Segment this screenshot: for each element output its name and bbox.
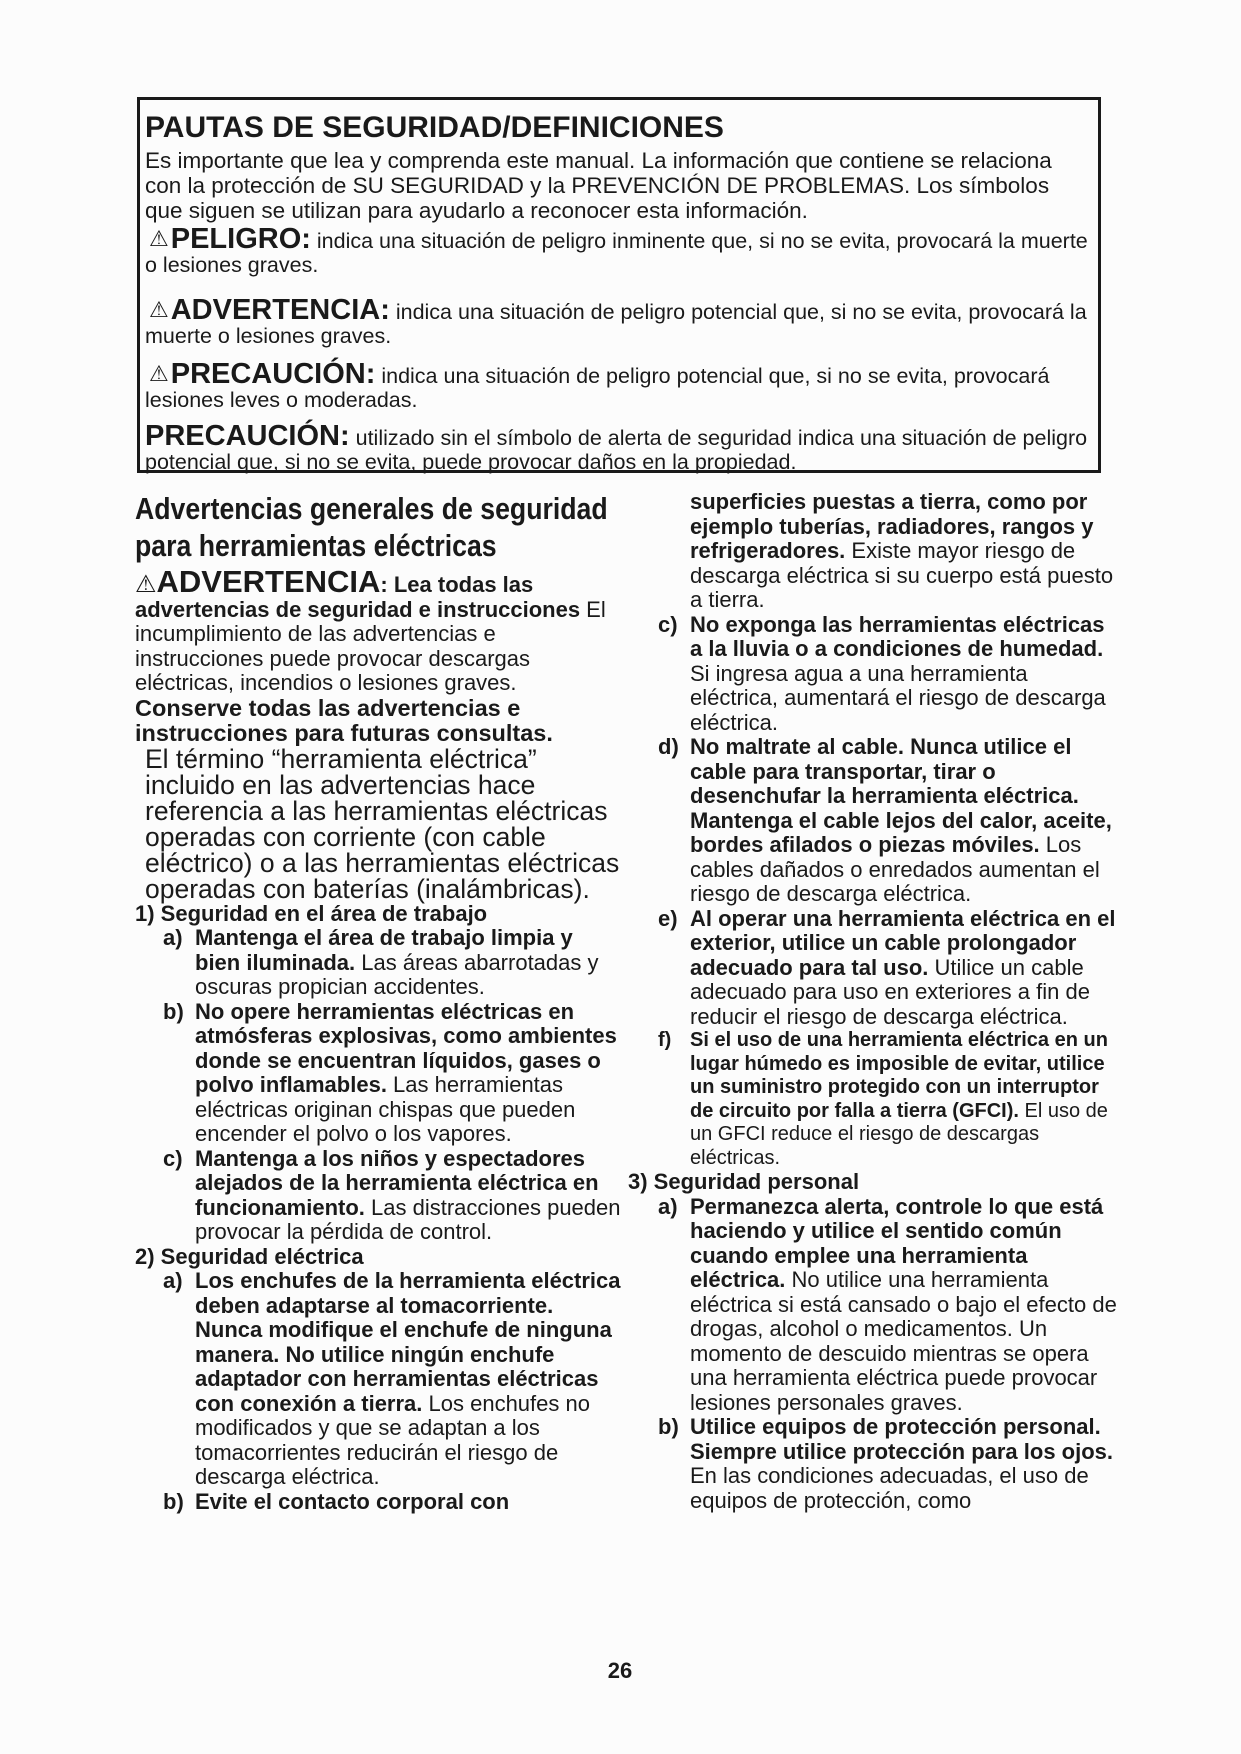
warning-text: El incumplimiento de las advertencias e instrucciones puede provocar descargas eléctricas, incendios o lesiones graves. — [135, 596, 606, 695]
peligro-text: indica una situación de peligro inminente que, si no se evita, provocará la muerte o lesiones graves. — [145, 229, 1088, 277]
list-item: b) Evite el contacto corporal con — [163, 1488, 510, 1514]
warning-bold-text: : Lea todas las advertencias de seguridad e instrucciones — [135, 572, 581, 622]
list-item-continuation: superficies puestas a tierra, como por ejemplo tuberías, radiadores, rangos y refrigeradores. Existe mayor riesgo de descarga eléctrica si su cuerpo está puesto a tierra. — [690, 489, 1114, 612]
definitions-title: PAUTAS DE SEGURIDAD/DEFINICIONES — [145, 111, 724, 144]
section-2-title: 2) Seguridad eléctrica — [135, 1243, 364, 1269]
definition-peligro — [145, 225, 1090, 277]
peligro-word: PELIGRO: — [170, 223, 311, 255]
list-item: e) Al operar una herramienta eléctrica en el exterior, utilice un cable prolongador adecuado para tal uso. Utilice un cable adecuado para uso en exteriores a fin de reducir el riesgo de descarga eléctrica. — [658, 905, 1116, 1029]
right-column — [628, 490, 1118, 1513]
list-item: c) No exponga las herramientas eléctricas a la lluvia o a condiciones de humedad. Si ingresa agua a una herramienta eléctrica, aumentará el riesgo de descarga eléctrica. — [658, 611, 1106, 735]
warning-triangle-icon: ⚠ — [149, 226, 169, 251]
section-1-title: 1) Seguridad en el área de trabajo — [135, 900, 488, 926]
section-3-title: 3) Seguridad personal — [628, 1169, 860, 1194]
definitions-intro: Es importante que lea y comprenda este manual. La información que contiene se relaciona con la protección de SU SEGURIDAD y la PREVENCIÓN DE PROBLEMAS. Los símbolos que siguen se utilizan para ayudarlo a reconocer esta información. — [145, 148, 1052, 223]
list-item: c) Mantenga a los niños y espectadores alejados de la herramienta eléctrica en funcionamiento. Las distracciones pueden provocar la pérdida de control. — [163, 1145, 621, 1244]
warning-triangle-icon: ⚠ — [135, 571, 157, 598]
warning-word: ADVERTENCIA — [156, 564, 381, 599]
general-warning — [135, 564, 623, 696]
section-heading: Advertencias generales de seguridad para herramientas eléctricas — [135, 491, 608, 563]
conserve-instructions: Conserve todas las advertencias e instrucciones para futuras consultas. — [135, 694, 553, 746]
advertencia-word: ADVERTENCIA: — [170, 294, 390, 326]
power-tool-term: El término “herramienta eléctrica” incluido en las advertencias hace referencia a las herramientas eléctricas operadas con corriente (con cable eléctrico) o a las herramientas eléctricas operadas con baterías (inalámbricas). — [145, 743, 620, 904]
warning-triangle-icon: ⚠ — [149, 361, 169, 386]
precaucion-word: PRECAUCIÓN: — [170, 358, 376, 390]
list-item: a) Los enchufes de la herramienta eléctrica deben adaptarse al tomacorriente. Nunca modifique el enchufe de ninguna manera. No utilice ningún enchufe adaptador con herramientas eléctricas con conexión a tierra. Los enchufes no modificados y que se adaptan a los tomacorrientes reducirán el riesgo de descarga eléctrica. — [163, 1268, 621, 1489]
list-item: b) No opere herramientas eléctricas en atmósferas explosivas, como ambientes donde se encuentran líquidos, gases o polvo inflamables. Las herramientas eléctricas originan chispas que pueden encender el polvo o los vapores. — [163, 998, 617, 1146]
definition-advertencia — [145, 296, 1090, 348]
advertencia-text: indica una situación de peligro potencial que, si no se evita, provocará la muerte o lesiones graves. — [145, 300, 1087, 348]
warning-triangle-icon: ⚠ — [149, 297, 169, 322]
definition-precaucion-no-symbol — [145, 422, 1090, 474]
list-item: b) Utilice equipos de protección personal. Siempre utilice protección para los ojos. En las condiciones adecuadas, el uso de equipos de protección, como — [658, 1414, 1114, 1513]
precaucion-text: indica una situación de peligro potencial que, si no se evita, provocará lesiones leves o moderadas. — [145, 364, 1050, 412]
list-item: a) Mantenga el área de trabajo limpia y bien iluminada. Las áreas abarrotadas y oscuras propician accidentes. — [163, 925, 599, 999]
safety-definitions-box — [137, 97, 1101, 473]
precaucion2-word: PRECAUCIÓN: — [145, 420, 350, 452]
page-number: 26 — [607, 1658, 633, 1683]
definition-precaucion — [145, 360, 1090, 412]
list-item: a) Permanezca alerta, controle lo que está haciendo y utilice el sentido común cuando emplee una herramienta eléctrica. No utilice una herramienta eléctrica si está cansado o bajo el efecto de drogas, alcohol o medicamentos. Un momento de descuido mientras se opera una herramienta eléctrica puede provocar lesiones personales graves. — [658, 1193, 1117, 1415]
precaucion2-text: utilizado sin el símbolo de alerta de seguridad indica una situación de peligro potencial que, si no se evita, puede provocar daños en la propiedad. — [145, 426, 1088, 474]
list-item: f) Si el uso de una herramienta eléctrica en un lugar húmedo es imposible de evitar, utilice un suministro protegido con un interruptor de circuito por falla a tierra (GFCI). El uso de un GFCI reduce el riesgo de descargas eléctricas. — [658, 1029, 1108, 1169]
left-column — [135, 490, 623, 1514]
list-item: d) No maltrate al cable. Nunca utilice el cable para transportar, tirar o desenchufar la herramienta eléctrica. Mantenga el cable lejos del calor, aceite, bordes afilados o piezas móviles. Los cables dañados o enredados aumentan el riesgo de descarga eléctrica. — [658, 734, 1112, 906]
